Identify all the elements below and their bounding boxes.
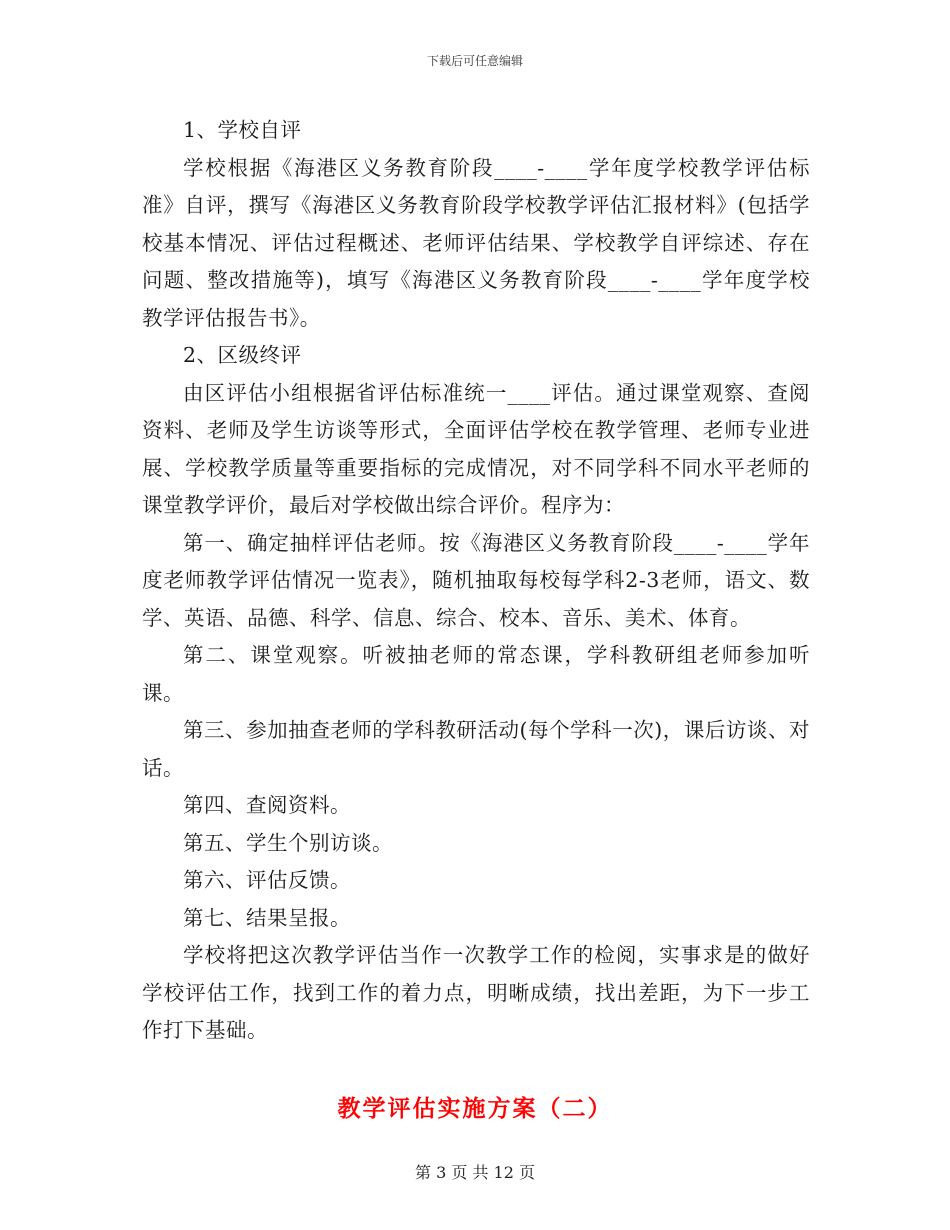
paragraph-step-5: 第五、学生个别访谈。 (183, 830, 393, 855)
document-title: 教学评估实施方案（二） (337, 1095, 613, 1122)
paragraph-step-6: 第六、评估反馈。 (183, 868, 351, 892)
section-heading-school-self-evaluation: 1、学校自评 (183, 118, 302, 142)
paragraph-step-3: 第三、参加抽查老师的学科教研活动(每个学科一次)，课后访谈、对话。 (142, 718, 810, 780)
section-heading-district-final-evaluation: 2、区级终评 (183, 343, 302, 367)
paragraph-conclusion: 学校将把这次教学评估当作一次教学工作的检阅，实事求是的做好学校评估工作，找到工作的着力点，明晰成绩，找出差距，为下一步工作打下基础。 (142, 943, 810, 1042)
document-body (142, 112, 810, 1050)
paragraph-district-evaluation: 由区评估小组根据省评估标准统一____评估。通过课堂观察、查阅资料、老师及学生访谈等形式，全面评估学校在教学管理、老师专业进展、学校教学质量等重要指标的完成情况，对不同学科不同水平老师的课堂教学评价，最后对学校做出综合评价。程序为： (142, 380, 810, 517)
paragraph-step-1: 第一、确定抽样评估老师。按《海港区义务教育阶段____-____学年度老师教学评估情况一览表》，随机抽取每校每学科2-3老师，语文、数学、英语、品德、科学、信息、综合、校本、音乐、美术、体育。 (142, 530, 810, 630)
paragraph-school-self-evaluation: 学校根据《海港区义务教育阶段____-____学年度学校教学评估标准》自评，撰写《海港区义务教育阶段学校教学评估汇报材料》(包括学校基本情况、评估过程概述、老师评估结果、学校教学自评综述、存在问题、整改措施等)，填写《海港区义务教育阶段____-____学年度学校教学评估报告书》。 (142, 155, 810, 330)
paragraph-step-4: 第四、查阅资料。 (183, 793, 351, 817)
paragraph-step-2: 第二、课堂观察。听被抽老师的常态课，学科教研组老师参加听课。 (142, 643, 810, 705)
page-number-footer: 第 3 页 共 12 页 (415, 1163, 535, 1182)
page-header-note: 下载后可任意编辑 (426, 54, 523, 68)
paragraph-step-7: 第七、结果呈报。 (183, 905, 351, 930)
